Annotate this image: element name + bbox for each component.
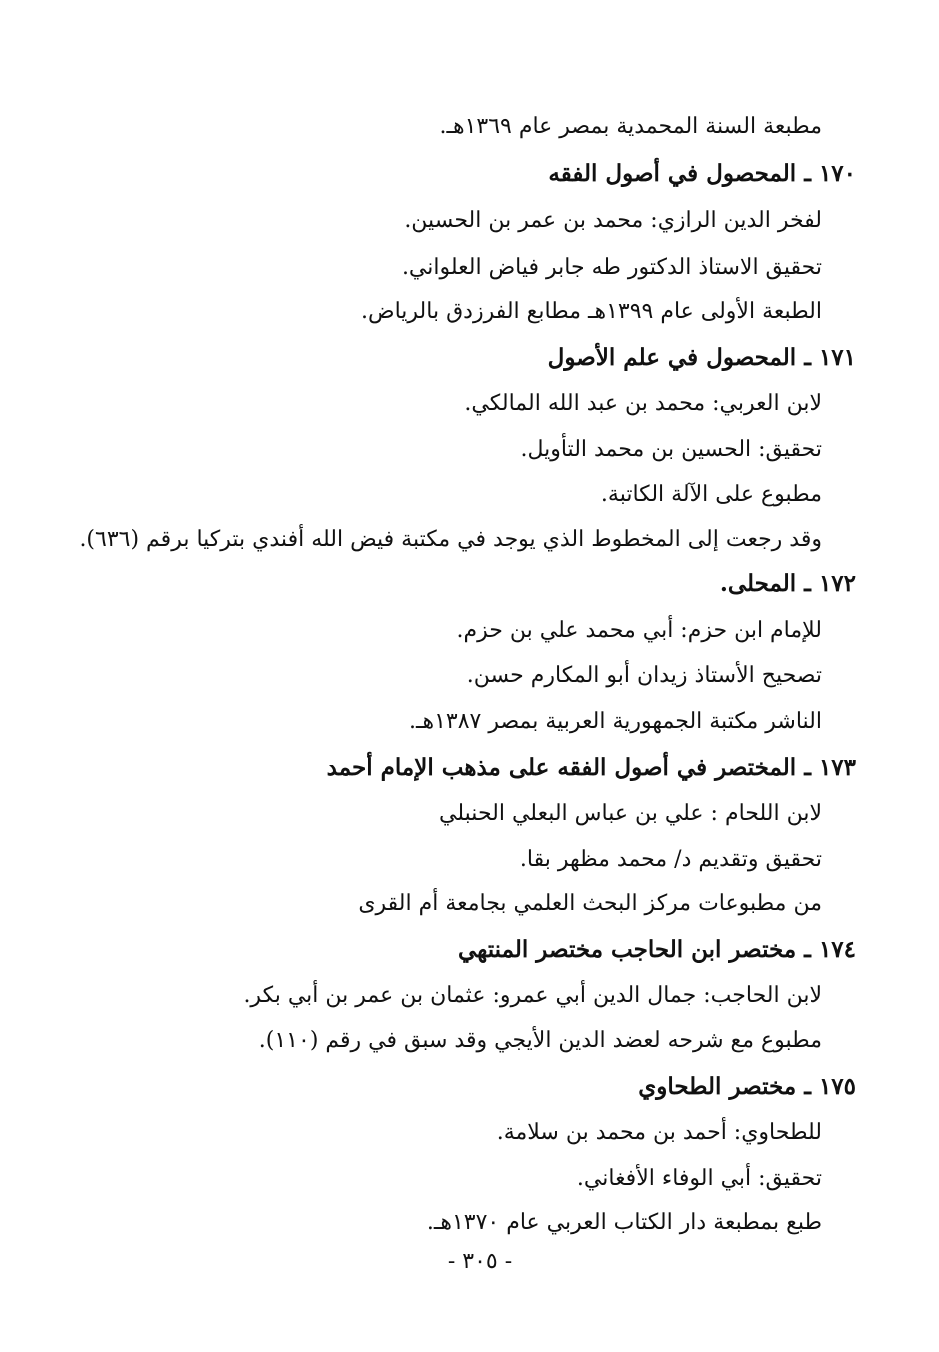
- text-line: الطبعة الأولى عام ١٣٩٩هـ مطابع الفرزدق بالرياض.: [361, 299, 822, 324]
- text-line: لابن الحاجب: جمال الدين أبي عمرو: عثمان بن عمر بن أبي بكر.: [243, 983, 822, 1008]
- text-line: للإمام ابن حزم: أبي محمد علي بن حزم.: [456, 618, 822, 643]
- text-line: من مطبوعات مركز البحث العلمي بجامعة أم القرى: [358, 891, 822, 916]
- entry-heading: ١٧٣ ـ المختصر في أصول الفقه على مذهب الإمام أحمد: [326, 754, 856, 781]
- entry-heading: ١٧٤ ـ مختصر ابن الحاجب مختصر المنتهي: [457, 936, 856, 963]
- text-line: وقد رجعت إلى المخطوط الذي يوجد في مكتبة فيض الله أفندي بتركيا برقم (٦٣٦).: [79, 527, 822, 552]
- text-line: لابن اللحام : علي بن عباس البعلي الحنبلي: [439, 801, 822, 826]
- text-line: تحقيق الاستاذ الدكتور طه جابر فياض العلواني.: [401, 255, 822, 280]
- text-line: تحقيق: الحسين بن محمد التأويل.: [520, 437, 822, 462]
- text-line: طبع بمطبعة دار الكتاب العربي عام ١٣٧٠هـ.: [426, 1210, 822, 1235]
- entry-heading: ١٧٢ ـ المحلى.: [719, 570, 856, 597]
- entry-heading: ١٧٥ ـ مختصر الطحاوي: [638, 1073, 856, 1100]
- text-line: الناشر مكتبة الجمهورية العربية بمصر ١٣٨٧هـ.: [409, 709, 822, 734]
- text-line: لابن العربي: محمد بن عبد الله المالكي.: [464, 391, 822, 416]
- text-line: لفخر الدين الرازي: محمد بن عمر بن الحسين.: [404, 208, 822, 233]
- text-line: مطبوع على الآلة الكاتبة.: [600, 482, 822, 507]
- text-line: مطبوع مع شرحه لعضد الدين الأيجي وقد سبق في رقم (١١٠).: [258, 1028, 822, 1053]
- text-line: تصحيح الأستاذ زيدان أبو المكارم حسن.: [466, 663, 822, 688]
- entry-heading: ١٧١ ـ المحصول في علم الأصول: [547, 344, 856, 371]
- page-number: - ٣٠٥ -: [447, 1249, 513, 1274]
- text-line: مطبعة السنة المحمدية بمصر عام ١٣٦٩هـ.: [439, 114, 822, 139]
- text-line: تحقيق وتقديم د/ محمد مظهر بقا.: [519, 847, 822, 872]
- text-line: للطحاوي: أحمد بن محمد بن سلامة.: [496, 1120, 822, 1145]
- entry-heading: ١٧٠ ـ المحصول في أصول الفقه: [548, 160, 856, 187]
- text-line: تحقيق: أبي الوفاء الأفغاني.: [576, 1166, 822, 1191]
